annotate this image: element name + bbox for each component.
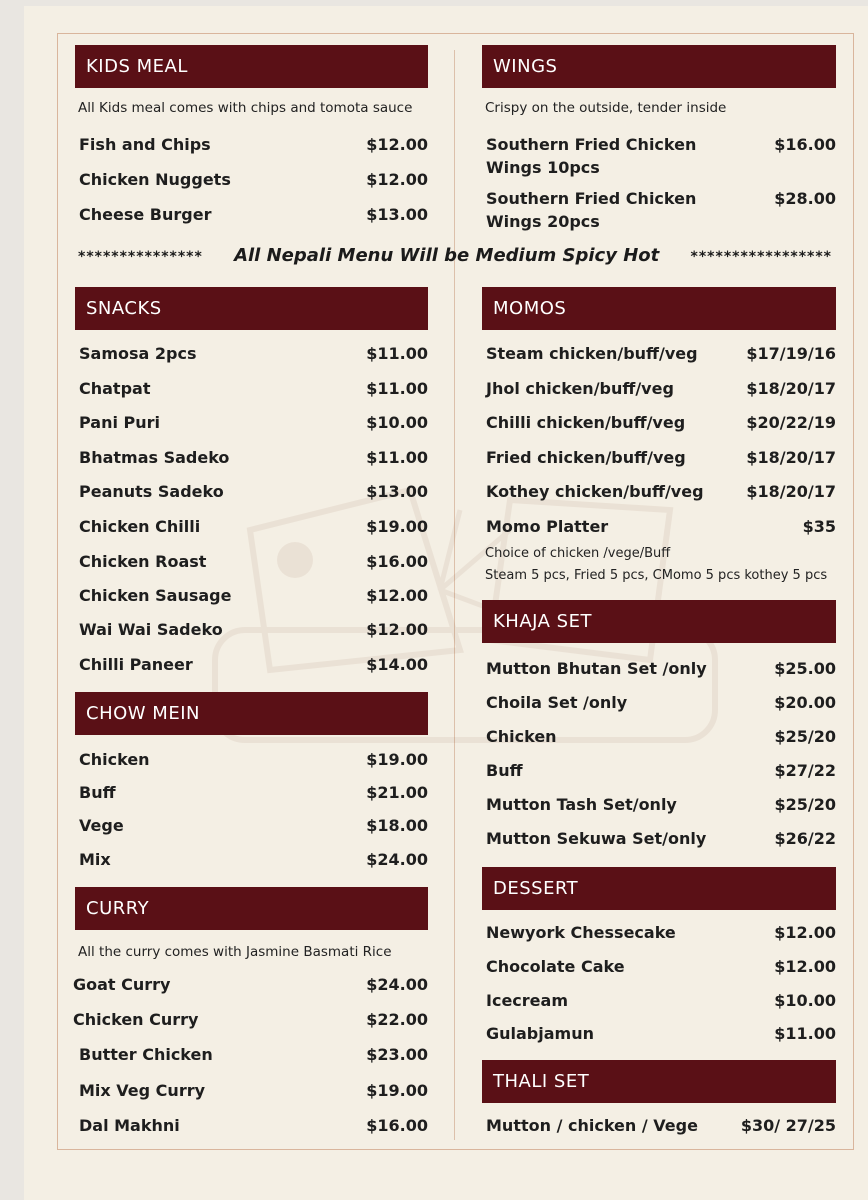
item-price: $16.00 xyxy=(366,552,428,571)
menu-item xyxy=(486,411,836,434)
item-price: $23.00 xyxy=(366,1045,428,1064)
item-name: Chicken Sausage xyxy=(79,586,232,605)
item-price: $11.00 xyxy=(774,1024,836,1043)
item-name: Bhatmas Sadeko xyxy=(79,448,230,467)
kids-meal-title: KIDS MEAL xyxy=(86,56,188,77)
item-price: $18/20/17 xyxy=(746,379,836,398)
khaja-set-header xyxy=(482,600,836,643)
curry-title: CURRY xyxy=(86,898,150,919)
item-name: Peanuts Sadeko xyxy=(79,482,224,501)
kids-meal-header xyxy=(75,45,428,88)
item-name: Chicken Chilli xyxy=(79,517,201,536)
item-price: $11.00 xyxy=(366,448,428,467)
item-name: Chocolate Cake xyxy=(486,957,625,976)
item-name: Southern Fried Chicken Wings 20pcs xyxy=(486,189,697,231)
item-name: Mutton Sekuwa Set/only xyxy=(486,829,707,848)
menu-item xyxy=(79,133,428,156)
menu-item xyxy=(79,203,428,226)
spice-banner xyxy=(78,241,832,269)
item-price: $22.00 xyxy=(366,1010,428,1029)
column-divider xyxy=(454,50,455,1140)
menu-item xyxy=(79,377,428,400)
item-price: $25.00 xyxy=(774,659,836,678)
menu-item xyxy=(486,725,836,748)
menu-item xyxy=(486,827,836,850)
item-name: Goat Curry xyxy=(73,975,171,994)
item-price: $18/20/17 xyxy=(746,482,836,501)
item-name: Vege xyxy=(79,816,124,835)
item-name: Chilli chicken/buff/veg xyxy=(486,413,686,432)
item-name: Southern Fried Chicken Wings 10pcs xyxy=(486,135,697,177)
chow-mein-title: CHOW MEIN xyxy=(86,703,200,724)
item-price: $12.00 xyxy=(366,586,428,605)
menu-item xyxy=(486,793,836,816)
menu-item xyxy=(79,1043,428,1066)
item-name: Chicken xyxy=(79,750,150,769)
item-price: $26/22 xyxy=(774,829,836,848)
item-price: $20/22/19 xyxy=(746,413,836,432)
thali-set-header xyxy=(482,1060,836,1103)
menu-item xyxy=(486,515,836,538)
banner-text: All Nepali Menu Will be Medium Spicy Hot xyxy=(234,244,660,266)
item-price: $19.00 xyxy=(366,1081,428,1100)
item-name: Chicken Curry xyxy=(73,1010,199,1029)
item-price: $12.00 xyxy=(366,135,428,154)
momo-platter-note: Steam 5 pcs, Fried 5 pcs, CMomo 5 pcs kothey 5 pcs xyxy=(485,568,828,583)
item-name: Dal Makhni xyxy=(79,1116,180,1135)
dessert-title: DESSERT xyxy=(493,878,579,899)
item-name: Mutton Bhutan Set /only xyxy=(486,659,707,678)
curry-header xyxy=(75,887,428,930)
item-price: $16.00 xyxy=(366,1116,428,1135)
item-name: Mutton Tash Set/only xyxy=(486,795,677,814)
item-price: $10.00 xyxy=(366,413,428,432)
item-price: $25/20 xyxy=(774,727,836,746)
khaja-set-title: KHAJA SET xyxy=(493,611,592,632)
item-name: Fish and Chips xyxy=(79,135,211,154)
item-name: Steam chicken/buff/veg xyxy=(486,344,698,363)
menu-item xyxy=(486,1114,836,1137)
menu-item xyxy=(79,1079,428,1102)
menu-item xyxy=(73,973,428,996)
wings-note: Crispy on the outside, tender inside xyxy=(485,100,727,116)
item-name: Gulabjamun xyxy=(486,1024,594,1043)
thali-set-title: THALI SET xyxy=(493,1071,590,1092)
item-name: Wai Wai Sadeko xyxy=(79,620,223,639)
item-name: Kothey chicken/buff/veg xyxy=(486,482,704,501)
menu-item xyxy=(79,411,428,434)
item-name: Pani Puri xyxy=(79,413,161,432)
item-name: Butter Chicken xyxy=(79,1045,213,1064)
item-name: Buff xyxy=(486,761,523,780)
item-name: Chicken xyxy=(486,727,557,746)
item-price: $35 xyxy=(802,517,836,536)
menu-item xyxy=(486,377,836,400)
menu-item xyxy=(486,921,836,944)
dessert-header xyxy=(482,867,836,910)
item-price: $11.00 xyxy=(366,344,428,363)
item-name: Mutton / chicken / Vege xyxy=(486,1116,698,1135)
item-name: Choila Set /only xyxy=(486,693,628,712)
item-name: Mix xyxy=(79,850,111,869)
item-price: $13.00 xyxy=(366,482,428,501)
menu-item xyxy=(79,848,428,871)
item-name: Fried chicken/buff/veg xyxy=(486,448,686,467)
menu-item xyxy=(486,989,836,1012)
banner-stars-right: ***************** xyxy=(690,249,832,265)
chow-mein-header xyxy=(75,692,428,735)
snacks-header xyxy=(75,287,428,330)
menu-item xyxy=(486,759,836,782)
menu-item xyxy=(79,515,428,538)
menu-item xyxy=(79,1114,428,1137)
menu-item xyxy=(79,480,428,503)
item-price: $25/20 xyxy=(774,795,836,814)
item-name: Chicken Nuggets xyxy=(79,170,231,189)
menu-item xyxy=(79,781,428,804)
momos-header xyxy=(482,287,836,330)
item-price: $12.00 xyxy=(366,620,428,639)
menu-item xyxy=(79,168,428,191)
menu-item xyxy=(486,187,836,233)
item-price: $21.00 xyxy=(366,783,428,802)
menu-item xyxy=(486,691,836,714)
item-name: Momo Platter xyxy=(486,517,609,536)
item-price: $10.00 xyxy=(774,991,836,1010)
item-name: Chicken Roast xyxy=(79,552,207,571)
item-name: Icecream xyxy=(486,991,568,1010)
item-price: $28.00 xyxy=(774,189,836,208)
item-price: $16.00 xyxy=(774,135,836,154)
item-price: $14.00 xyxy=(366,655,428,674)
menu-item xyxy=(79,748,428,771)
item-price: $19.00 xyxy=(366,750,428,769)
item-name: Cheese Burger xyxy=(79,205,212,224)
wings-title: WINGS xyxy=(493,56,558,77)
menu-item xyxy=(486,446,836,469)
kids-meal-note: All Kids meal comes with chips and tomota sauce xyxy=(78,100,413,116)
item-price: $12.00 xyxy=(366,170,428,189)
item-price: $17/19/16 xyxy=(746,344,836,363)
curry-note: All the curry comes with Jasmine Basmati Rice xyxy=(78,944,392,960)
momo-platter-note: Choice of chicken /vege/Buff xyxy=(485,546,671,561)
item-name: Chatpat xyxy=(79,379,151,398)
menu-item xyxy=(79,550,428,573)
menu-item xyxy=(79,584,428,607)
menu-item xyxy=(486,955,836,978)
item-name: Mix Veg Curry xyxy=(79,1081,206,1100)
item-price: $12.00 xyxy=(774,923,836,942)
menu-item xyxy=(79,814,428,837)
menu-item xyxy=(79,342,428,365)
menu-item xyxy=(79,446,428,469)
banner-stars-left: *************** xyxy=(78,249,203,265)
wings-header xyxy=(482,45,836,88)
menu-item xyxy=(486,342,836,365)
item-name: Newyork Chessecake xyxy=(486,923,676,942)
item-price: $18.00 xyxy=(366,816,428,835)
menu-item xyxy=(486,657,836,680)
item-price: $20.00 xyxy=(774,693,836,712)
item-name: Chilli Paneer xyxy=(79,655,193,674)
menu-item xyxy=(486,133,836,179)
momos-title: MOMOS xyxy=(493,298,567,319)
menu-item xyxy=(79,618,428,641)
item-price: $30/ 27/25 xyxy=(740,1116,836,1135)
menu-item xyxy=(73,1008,428,1031)
item-name: Buff xyxy=(79,783,116,802)
item-price: $13.00 xyxy=(366,205,428,224)
item-price: $12.00 xyxy=(774,957,836,976)
item-price: $27/22 xyxy=(774,761,836,780)
menu-item xyxy=(79,653,428,676)
item-name: Jhol chicken/buff/veg xyxy=(486,379,674,398)
menu-item xyxy=(486,480,836,503)
item-price: $24.00 xyxy=(366,975,428,994)
item-price: $19.00 xyxy=(366,517,428,536)
snacks-title: SNACKS xyxy=(86,298,162,319)
item-price: $18/20/17 xyxy=(746,448,836,467)
menu-item xyxy=(486,1022,836,1045)
item-name: Samosa 2pcs xyxy=(79,344,197,363)
item-price: $24.00 xyxy=(366,850,428,869)
item-price: $11.00 xyxy=(366,379,428,398)
